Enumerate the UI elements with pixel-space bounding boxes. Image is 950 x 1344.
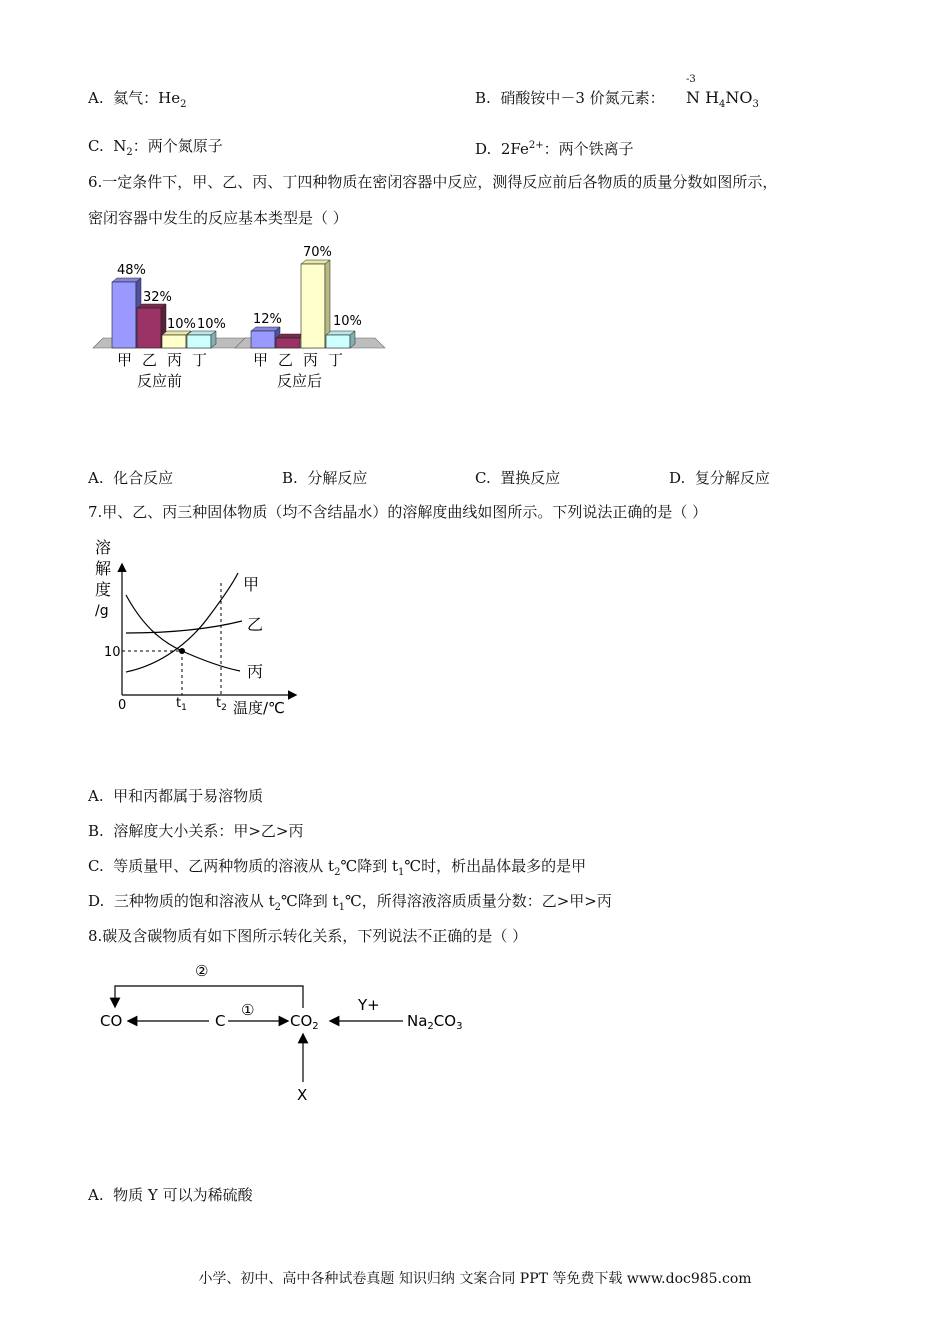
node-co2: $CO_2$ [290,1012,319,1032]
option-label: D. [669,469,686,487]
category-label: 丙 [303,351,319,369]
group-label-after: 反应后 [277,372,323,390]
curve-label-bing: 丙 [247,662,264,681]
bar-after-jia [251,327,280,348]
option-text: ℃时，析出晶体最多的是甲 [404,857,587,875]
option-label: A. [88,1186,104,1204]
value-label-before-jia: 48% [117,263,146,278]
bar-before-ding [187,331,216,348]
value-label-before-yi: 32% [143,290,172,305]
option-text: 三种物质的饱和溶液从 t [113,892,275,910]
x-tick-t2: $t_2$ [216,696,227,713]
curve-label-yi: 乙 [247,615,264,634]
q7-stem: 7.甲、乙、丙三种固体物质（均不含结晶水）的溶解度曲线如图所示。下列说法正确的是（ ） [88,503,708,521]
option-text: ：两个氮原子 [132,137,223,155]
option-text: 硝酸铵中－3 价氮元素： [500,89,665,107]
bar-after-ding [326,331,355,348]
option-label: C. [475,469,491,487]
label-circle-1: ① [241,1001,255,1019]
q7-option-c [88,856,586,883]
subscript: 1 [338,902,345,913]
group-label-before: 反应前 [137,372,183,390]
option-label: A. [88,787,104,805]
q7-option-a [88,786,263,806]
bar-before-yi [137,304,166,348]
formula-part: NO [725,88,753,107]
option-text: 甲和丙都属于易溶物质 [113,787,264,805]
node-co: CO [100,1012,123,1030]
nh4no3-formula [686,88,759,115]
q6-option-c [475,468,560,488]
category-label: 乙 [278,351,294,369]
value-label-after-bing: 70% [303,245,332,260]
q6-bar-chart [85,238,390,398]
q6-option-b [282,468,367,488]
origin-label: 0 [118,698,127,713]
node-na2co3: $Na_2CO_3$ [407,1012,463,1032]
category-label: 丙 [167,351,183,369]
option-label: C. [88,137,104,155]
y-label-char: 解 [95,559,112,578]
option-text: 复分解反应 [694,469,770,487]
bar-after-bing [301,260,330,348]
q8-stem: 8.碳及含碳物质有如下图所示转化关系，下列说法不正确的是（ ） [88,927,528,945]
option-label: D. [475,140,492,158]
value-label-after-ding: 10% [333,314,362,329]
option-text: ℃，所得溶液溶质质量分数：乙>甲>丙 [344,892,612,910]
q7-option-d [88,891,612,918]
intersection-point [179,648,185,654]
x-tick-t1: $t_1$ [176,696,187,713]
label-y-plus: Y+ [358,996,380,1014]
bar-before-jia [112,278,141,348]
option-label: A. [88,89,104,107]
option-text: ℃降到 t [340,857,399,875]
option-text: 等质量甲、乙两种物质的溶液从 t [113,857,335,875]
value-label-after-jia: 12% [253,312,282,327]
q6-option-d [669,468,770,488]
q5-option-b [475,88,665,108]
y-label-char: 度 [95,580,112,599]
option-text: 化合反应 [113,469,174,487]
y-tick-10: 10 [104,645,121,660]
formula-part: H [705,88,720,107]
q7-solubility-chart [90,535,300,720]
formula-part: N [686,88,700,107]
category-label: 乙 [142,351,158,369]
formula-part: 2Fe [500,140,529,158]
q5-option-c [88,136,223,163]
node-x: X [297,1086,308,1104]
option-text: ℃降到 t [281,892,339,910]
q5-option-a [88,88,187,115]
option-text: 氦气：He [113,89,181,107]
option-label: A. [88,469,104,487]
valence-mark: -3 [686,74,696,85]
q6-stem-line1: 6.一定条件下，甲、乙、丙、丁四种物质在密闭容器中反应，测得反应前后各物质的质量分数如图所示， [88,173,778,191]
category-label: 甲 [117,351,133,369]
curve-label-jia: 甲 [243,575,260,594]
superscript: 2+ [528,140,544,151]
option-text: 置换反应 [500,469,561,487]
q6-stem-line2: 密闭容器中发生的反应基本类型是（ ） [88,209,348,227]
subscript: 3 [752,99,759,111]
bar-before-bing [162,331,191,348]
page-footer: 小学、初中、高中各种试卷真题 知识归纳 文案合同 PPT 等免费下载 www.doc985.com [198,1271,752,1287]
node-c: C [215,1012,226,1030]
option-text: 分解反应 [307,469,368,487]
y-label-char: /g [95,603,109,619]
x-axis-label: 温度/℃ [233,699,285,717]
label-circle-2: ② [195,962,209,980]
q7-option-b [88,821,303,841]
category-label: 丁 [192,351,208,369]
formula-part: N [113,137,127,155]
option-label: B. [282,469,298,487]
q8-option-a [88,1185,253,1205]
q8-conversion-diagram [95,958,475,1108]
option-label: B. [475,89,491,107]
q6-option-a [88,468,173,488]
y-label-char: 溶 [95,538,112,557]
category-label: 甲 [253,351,269,369]
q5-option-d [475,136,634,159]
subscript: 4 [719,99,726,111]
category-label: 丁 [328,351,344,369]
option-label: D. [88,892,105,910]
arrow-co2-to-co [115,986,303,1008]
subscript: 2 [126,147,133,158]
option-text: 物质 Y 可以为稀硫酸 [113,1186,253,1204]
subscript: 1 [398,867,405,878]
option-label: C. [88,857,104,875]
option-label: B. [88,822,104,840]
value-label-before-ding: 10% [197,317,226,332]
value-label-before-bing: 10% [167,317,196,332]
subscript: 2 [334,867,341,878]
subscript: 2 [180,99,187,110]
curve-yi [126,621,242,633]
subscript: 2 [274,902,281,913]
option-text: 溶解度大小关系：甲>乙>丙 [113,822,304,840]
option-text: ：两个铁离子 [543,140,634,158]
